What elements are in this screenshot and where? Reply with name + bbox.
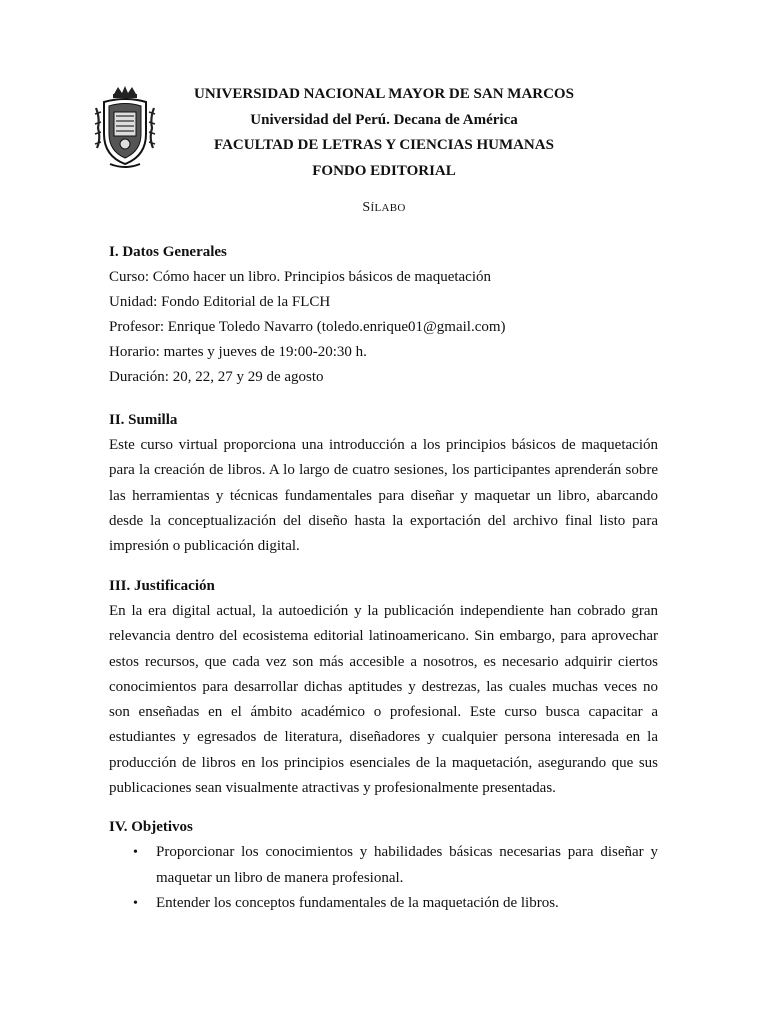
duration-line: Duración: 20, 22, 27 y 29 de agosto <box>109 369 324 385</box>
university-subtitle: Universidad del Perú. Decana de América <box>250 111 518 128</box>
document-type-first-letter: S <box>362 200 371 215</box>
justification-paragraph: En la era digital actual, la autoedición y la publicación independiente han cobrado gran relevancia dentro del ecosistema editorial latinoamericano. Sin embargo, para aprovechar estos recursos, que cada vez son más accesible a nosotros, es necesario adquirir ciertos conocimientos para desarrollar dichas aptitudes y destrezas, las cuales muchas veces no son enseñadas en el ámbito académico o profesional. Este curso busca capacitar a estudiantes y egresados de literatura, diseñadores y cualquier persona interesada en la producción de libros en los principios esenciales de la maquetación, asegurando que sus publicaciones sean visualmente atractivas y profesionalmente presentadas. <box>109 603 658 797</box>
list-item <box>109 840 658 891</box>
section-summary <box>109 408 658 559</box>
editorial-fund: FONDO EDITORIAL <box>312 162 456 179</box>
section-title: IV. Objetivos <box>109 819 193 835</box>
section-title: II. Sumilla <box>109 412 178 428</box>
section-general-data <box>109 240 658 390</box>
bullet-icon: • <box>133 896 138 911</box>
bullet-icon: • <box>133 845 138 860</box>
list-item <box>109 891 658 917</box>
document-type-rest: ÍLABO <box>370 202 406 214</box>
professor-line: Profesor: Enrique Toledo Navarro (toledo.enrique01@gmail.com) <box>109 319 506 335</box>
section-title: III. Justificación <box>109 578 215 594</box>
faculty-name: FACULTAD DE LETRAS Y CIENCIAS HUMANAS <box>214 137 554 153</box>
schedule-line: Horario: martes y jueves de 19:00-20:30 h. <box>109 344 367 360</box>
document-header <box>0 82 768 184</box>
university-name: UNIVERSIDAD NACIONAL MAYOR DE SAN MARCOS <box>194 86 574 102</box>
objective-text: Entender los conceptos fundamentales de la maquetación de libros. <box>156 895 559 911</box>
section-title: I. Datos Generales <box>109 244 227 260</box>
section-objectives <box>109 815 658 917</box>
section-justification <box>109 574 658 801</box>
document-type-heading <box>0 200 768 216</box>
summary-paragraph: Este curso virtual proporciona una introducción a los principios básicos de maquetación para la creación de libros. A lo largo de cuatro sesiones, los participantes aprenderán sobre las herramientas y técnicas fundamentales para diseñar y maquetar un libro, abarcando desde la conceptualización del diseño hasta la exportación del archivo final listo para impresión o publicación digital. <box>109 437 658 555</box>
unit-line: Unidad: Fondo Editorial de la FLCH <box>109 294 331 310</box>
objectives-list <box>109 840 658 917</box>
course-line: Curso: Cómo hacer un libro. Principios básicos de maquetación <box>109 269 492 285</box>
objective-text: Proporcionar los conocimientos y habilidades básicas necesarias para diseñar y maquetar un libro de manera profesional. <box>156 844 658 886</box>
